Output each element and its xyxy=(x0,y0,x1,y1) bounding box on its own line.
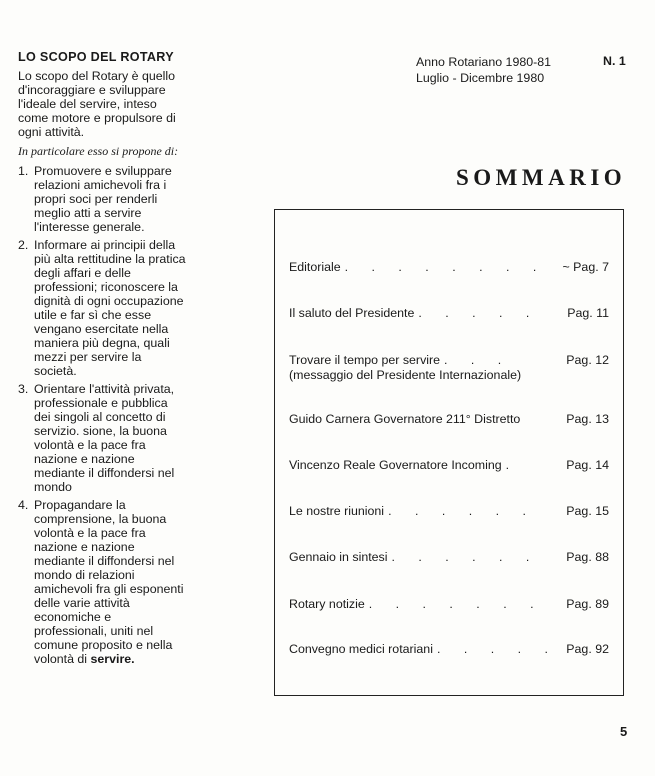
toc-entry-title: Le nostre riunioni xyxy=(289,504,385,518)
toc-entry-title: Gennaio in sintesi xyxy=(289,550,388,564)
objective-number: 1. xyxy=(18,164,29,178)
toc-entry-page: Pag. 88 xyxy=(566,550,609,564)
rotary-year: Anno Rotariano 1980-81 xyxy=(416,55,552,69)
objectives-list xyxy=(18,164,186,666)
scope-title: LO SCOPO DEL ROTARY xyxy=(18,50,174,64)
objective-item xyxy=(18,238,186,378)
toc-heading: SOMMARIO xyxy=(456,165,627,190)
toc-entry[interactable] xyxy=(289,412,609,427)
toc-entry-title: Guido Carnera Governatore 211° Distretto xyxy=(289,412,521,426)
toc-entry[interactable] xyxy=(289,306,609,321)
issue-period: Luglio - Dicembre 1980 xyxy=(416,71,545,85)
toc-entry[interactable] xyxy=(289,458,609,473)
objective-text: Propagandare la comprensione, la buona volontà e la pace fra nazione e nazione mediante il diffondersi nel mondo di relazioni amichevoli fra gli esponenti delle varie attività economiche e professionali, uniti nel comune proposito e nella volontà di servire. xyxy=(34,498,184,666)
toc-entry-dots: . . . . . . xyxy=(391,550,540,564)
scope-column xyxy=(18,50,186,670)
objective-item xyxy=(18,164,186,234)
toc-entry-subtitle: (messaggio del Presidente Internazionale) xyxy=(289,368,522,382)
objective-item xyxy=(18,498,186,666)
scope-lead: In particolare esso si propone di: xyxy=(18,144,179,158)
toc-entry-dots: . . . . . . . . xyxy=(344,260,547,274)
issue-header xyxy=(416,54,551,86)
toc-entry-page: ~ Pag. 7 xyxy=(562,260,609,274)
objective-number: 4. xyxy=(18,498,29,512)
issue-number: N. 1 xyxy=(603,54,626,68)
objective-number: 3. xyxy=(18,382,29,396)
toc-entry-page: Pag. 14 xyxy=(566,458,609,472)
toc-entry-dots: . . . . . . . xyxy=(368,597,544,611)
objective-text: Orientare l'attività privata, professionale e pubblica dei singoli al concetto di servizio. sione, la buona volontà e la pace fra nazione e nazione mediante il diffondersi nel mondo xyxy=(34,382,175,494)
objective-number: 2. xyxy=(18,238,29,252)
toc-entry[interactable] xyxy=(289,642,609,657)
toc-entry-page: Pag. 15 xyxy=(566,504,609,518)
toc-entry-dots: . . . xyxy=(444,353,512,367)
toc-entry-title: Rotary notizie xyxy=(289,597,365,611)
toc-entry[interactable] xyxy=(289,260,609,275)
toc-entry-page: Pag. 89 xyxy=(566,597,609,611)
toc-entry-page: Pag. 13 xyxy=(566,412,609,426)
toc-entry-title: Editoriale xyxy=(289,260,341,274)
objective-text: Informare ai principii della più alta rettitudine la pratica degli affari e delle professioni; riconoscere la dignità di ogni occupazione utile e far sì che esse vengano esercitate nella maniera più degna, quali mezzi per servire la società. xyxy=(34,238,186,378)
toc-entry-title: Vincenzo Reale Governatore Incoming xyxy=(289,458,502,472)
toc-entry-page: Pag. 92 xyxy=(566,642,609,656)
toc-entry-dots: . . . . . xyxy=(436,642,558,656)
objective-text: Promuovere e sviluppare relazioni amichevoli fra i propri soci per renderli meglio atti a servire l'interesse generale. xyxy=(34,164,172,234)
scope-intro: Lo scopo del Rotary è quello d'incoraggiare e sviluppare l'ideale del servire, inteso come motore e propulsore di ogni attività. xyxy=(18,69,176,139)
toc-entry-dots: . . . . . xyxy=(418,306,540,320)
toc-entry[interactable] xyxy=(289,504,609,519)
toc-box xyxy=(274,209,624,696)
toc-entry-page: Pag. 11 xyxy=(567,306,609,320)
toc-entry-title: Il saluto del Presidente xyxy=(289,306,415,320)
toc-entry-dots: . xyxy=(505,458,520,472)
page-number: 5 xyxy=(620,724,628,739)
toc-entry[interactable] xyxy=(289,597,609,612)
objective-bold-end: servire. xyxy=(90,652,135,666)
toc-entry-dots: . . . . . . xyxy=(388,504,536,518)
objective-item xyxy=(18,382,186,494)
toc-entry-page: Pag. 12 xyxy=(566,353,609,367)
toc-entry[interactable] xyxy=(289,353,609,383)
toc-entry-title: Trovare il tempo per servire xyxy=(289,353,441,367)
toc-entry-title: Convegno medici rotariani xyxy=(289,642,433,656)
toc-entry[interactable] xyxy=(289,550,609,565)
